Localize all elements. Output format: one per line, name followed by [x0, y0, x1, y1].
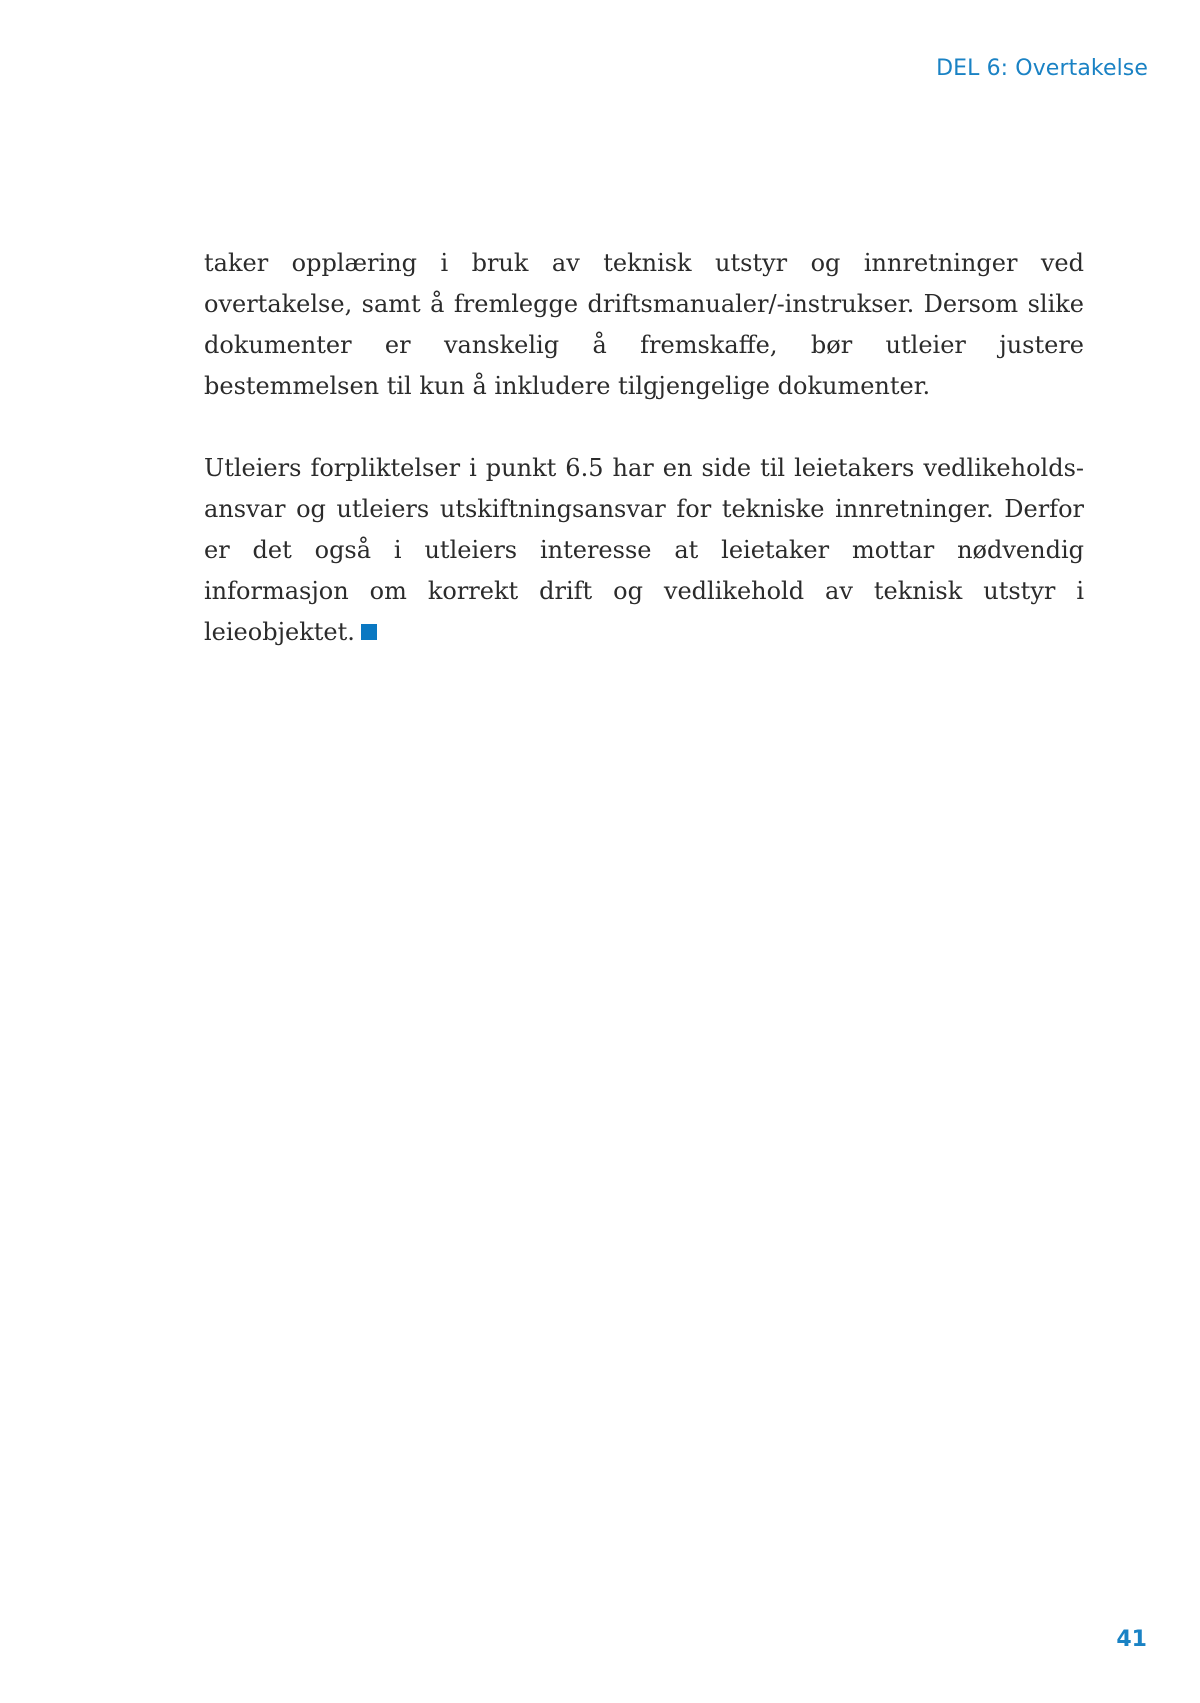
page-number: 41 — [1116, 1627, 1147, 1652]
article-body — [204, 243, 1084, 694]
paragraph — [204, 448, 1084, 653]
paragraph-text: taker opplæring i bruk av teknisk utstyr og innretninger ved overtakelse, samt å fremlegge driftsmanualer/-instrukser. Dersom slike dokumenter er vanskelig å fremskaffe, bør utleier justere bestemmelsen til kun å inkludere tilgjengelige dokumenter. — [204, 249, 1084, 400]
paragraph — [204, 243, 1084, 407]
running-header: DEL 6: Overtakelse — [936, 56, 1148, 81]
end-of-article-square-icon — [361, 624, 377, 640]
paragraph-text: Utleiers forpliktelser i punkt 6.5 har en side til leietakers vedlikeholdsansvar og utleiers utskiftningsansvar for tekniske innretninger. Derfor er det også i utleiers interesse at leietaker mottar nødvendig informasjon om korrekt drift og vedlikehold av teknisk utstyr i leieobjektet. — [204, 454, 1084, 646]
